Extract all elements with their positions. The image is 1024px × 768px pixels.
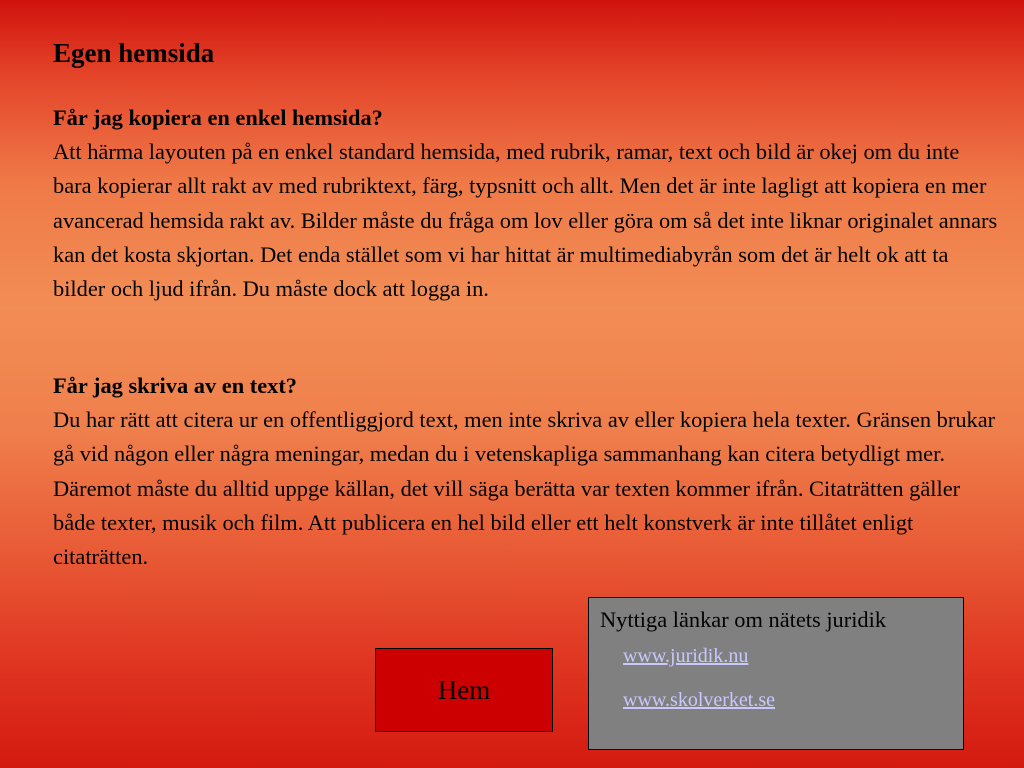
link-skolverket[interactable]: www.skolverket.se (623, 689, 776, 711)
home-button[interactable] (375, 648, 553, 732)
section-body: Att härma layouten på en enkel standard hemsida, med rubrik, ramar, text och bild är okej om du inte bara kopierar allt rakt av med rubriktext, färg, typsnitt och allt. Men det är inte lagligt att kopiera en mer avancerad hemsida rakt av. Bilder måste du fråga om lov eller göra om så det inte liknar originalet annars kan det kosta skjortan. Det enda stället som vi har hittat är multimediabyrån som det är helt ok att ta bilder och ljud ifrån. Du måste dock att logga in. (53, 139, 998, 302)
links-box-title: Nyttiga länkar om nätets juridik (600, 607, 887, 632)
home-button-label: Hem (437, 674, 491, 705)
section-body: Du har rätt att citera ur en offentliggjord text, men inte skriva av eller kopiera hela texter. Gränsen brukar gå vid någon eller några meningar, medan du i vetenskapliga sammanhang kan citera betydligt mer. Däremot måste du alltid uppge källan, det vill säga berätta var texten kommer ifrån. Citaträtten gäller både texter, musik och film. Att publicera en hel bild eller ett helt konstverk är inte tillåtet enligt citaträtten. (53, 407, 996, 570)
section-copy-website (53, 101, 998, 306)
section-heading: Får jag skriva av en text? (53, 373, 297, 398)
useful-links-box (588, 597, 964, 750)
section-copy-text (53, 369, 998, 574)
section-heading: Får jag kopiera en enkel hemsida? (53, 105, 383, 130)
link-juridik[interactable]: www.juridik.nu (623, 645, 749, 667)
page-title: Egen hemsida (53, 38, 215, 68)
